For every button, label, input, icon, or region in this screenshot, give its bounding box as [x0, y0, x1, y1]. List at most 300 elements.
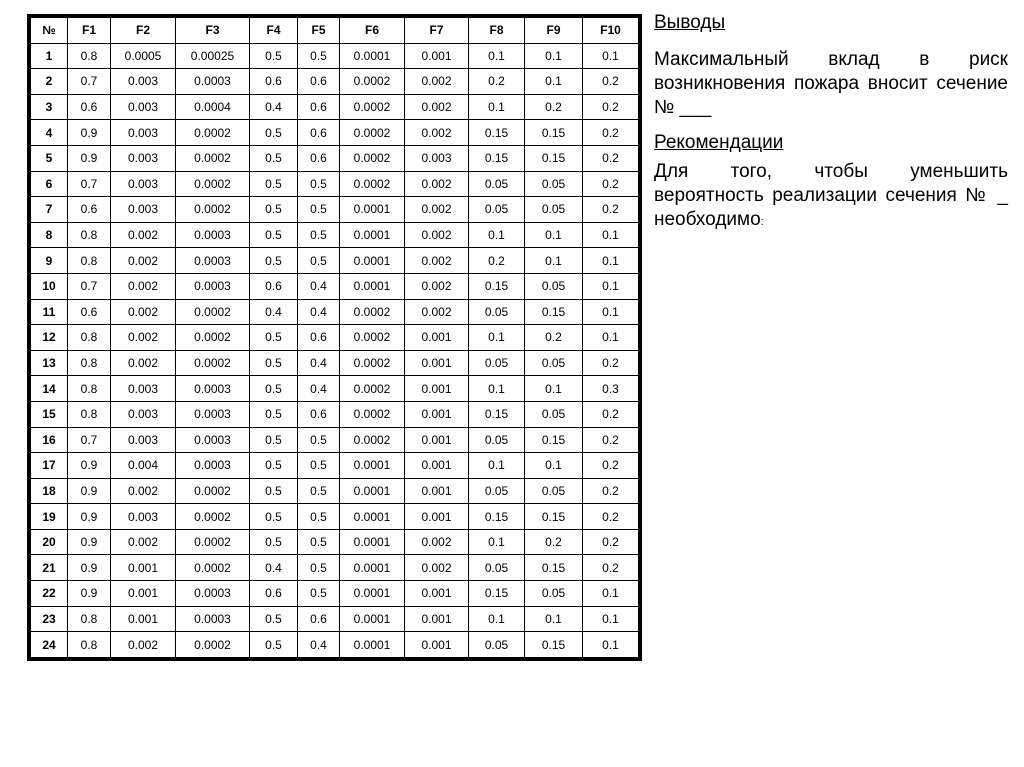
table-cell: 0.0001: [340, 453, 405, 479]
table-cell: 0.8: [68, 325, 111, 351]
table-cell: 0.002: [405, 94, 469, 120]
table-cell: 0.5: [298, 504, 340, 530]
header-cell-number: №: [31, 18, 68, 44]
table-row: [31, 376, 639, 402]
table-cell: 0.5: [298, 248, 340, 274]
row-number-cell: 20: [31, 529, 68, 555]
header-cell-f8: F8: [469, 18, 525, 44]
table-cell: 0.1: [469, 94, 525, 120]
table-cell: 0.002: [111, 529, 176, 555]
table-cell: 0.0001: [340, 273, 405, 299]
table-cell: 0.003: [111, 401, 176, 427]
table-header-row: [31, 18, 639, 44]
table-cell: 0.4: [298, 376, 340, 402]
table-row: [31, 145, 639, 171]
table-cell: 0.0002: [176, 171, 250, 197]
table-cell: 0.6: [68, 94, 111, 120]
table-cell: 0.0002: [176, 478, 250, 504]
table-cell: 0.05: [469, 299, 525, 325]
row-number-cell: 24: [31, 632, 68, 658]
table-cell: 0.4: [250, 555, 298, 581]
table-cell: 0.001: [405, 606, 469, 632]
table-cell: 0.001: [405, 504, 469, 530]
table-cell: 0.0002: [176, 632, 250, 658]
table-cell: 0.002: [111, 632, 176, 658]
table-cell: 0.9: [68, 555, 111, 581]
table-cell: 0.003: [111, 197, 176, 223]
table-cell: 0.0002: [176, 299, 250, 325]
table-cell: 0.2: [583, 120, 639, 146]
header-cell-f5: F5: [298, 18, 340, 44]
table-cell: 0.003: [111, 427, 176, 453]
table-cell: 0.002: [405, 222, 469, 248]
table-cell: 0.0001: [340, 43, 405, 69]
table-cell: 0.2: [583, 427, 639, 453]
table-cell: 0.6: [298, 606, 340, 632]
table-row: [31, 299, 639, 325]
table-cell: 0.5: [250, 606, 298, 632]
table-cell: 0.5: [250, 145, 298, 171]
table-cell: 0.15: [525, 299, 583, 325]
table-cell: 0.6: [298, 325, 340, 351]
table-cell: 0.5: [298, 555, 340, 581]
row-number-cell: 3: [31, 94, 68, 120]
table-cell: 0.15: [525, 504, 583, 530]
table-cell: 0.15: [525, 555, 583, 581]
table-cell: 0.0001: [340, 222, 405, 248]
table-cell: 0.1: [525, 376, 583, 402]
table-cell: 0.2: [525, 325, 583, 351]
table-cell: 0.002: [111, 273, 176, 299]
table-cell: 0.2: [583, 94, 639, 120]
table-cell: 0.2: [525, 529, 583, 555]
table-cell: 0.15: [525, 427, 583, 453]
table-cell: 0.001: [405, 478, 469, 504]
table-cell: 0.001: [405, 376, 469, 402]
table-cell: 0.5: [250, 171, 298, 197]
table-row: [31, 478, 639, 504]
row-number-cell: 15: [31, 401, 68, 427]
table-cell: 0.003: [111, 145, 176, 171]
table-cell: 0.1: [525, 43, 583, 69]
table-cell: 0.0001: [340, 606, 405, 632]
table-cell: 0.2: [583, 350, 639, 376]
table-cell: 0.001: [405, 427, 469, 453]
table-cell: 0.001: [405, 453, 469, 479]
table-cell: 0.5: [250, 504, 298, 530]
row-number-cell: 8: [31, 222, 68, 248]
data-table-frame: [27, 14, 642, 661]
table-cell: 0.001: [405, 43, 469, 69]
table-cell: 0.6: [250, 273, 298, 299]
table-cell: 0.2: [525, 94, 583, 120]
table-cell: 0.5: [250, 453, 298, 479]
table-cell: 0.001: [405, 581, 469, 607]
table-row: [31, 401, 639, 427]
table-cell: 0.5: [250, 478, 298, 504]
table-cell: 0.2: [583, 555, 639, 581]
table-cell: 0.0002: [176, 555, 250, 581]
table-cell: 0.8: [68, 606, 111, 632]
table-cell: 0.9: [68, 453, 111, 479]
table-cell: 0.2: [583, 197, 639, 223]
recommendations-heading: Рекомендации: [654, 132, 784, 153]
table-row: [31, 555, 639, 581]
table-cell: 0.9: [68, 478, 111, 504]
table-cell: 0.002: [405, 120, 469, 146]
table-row: [31, 248, 639, 274]
table-cell: 0.0003: [176, 581, 250, 607]
table-cell: 0.8: [68, 350, 111, 376]
table-cell: 0.6: [298, 120, 340, 146]
table-cell: 0.5: [250, 248, 298, 274]
table-cell: 0.6: [250, 581, 298, 607]
table-cell: 0.05: [469, 171, 525, 197]
table-cell: 0.5: [298, 453, 340, 479]
table-cell: 0.0002: [340, 299, 405, 325]
table-cell: 0.5: [250, 401, 298, 427]
table-cell: 0.0002: [176, 529, 250, 555]
table-cell: 0.1: [583, 248, 639, 274]
table-cell: 0.001: [111, 606, 176, 632]
table-cell: 0.002: [111, 248, 176, 274]
table-cell: 0.4: [298, 350, 340, 376]
table-cell: 0.1: [469, 376, 525, 402]
table-cell: 0.15: [469, 504, 525, 530]
table-cell: 0.05: [469, 478, 525, 504]
table-cell: 0.05: [525, 197, 583, 223]
table-row: [31, 325, 639, 351]
row-number-cell: 11: [31, 299, 68, 325]
row-number-cell: 22: [31, 581, 68, 607]
table-cell: 0.6: [298, 94, 340, 120]
table-cell: 0.0001: [340, 478, 405, 504]
row-number-cell: 4: [31, 120, 68, 146]
table-cell: 0.002: [405, 69, 469, 95]
table-cell: 0.002: [405, 299, 469, 325]
table-cell: 0.003: [111, 171, 176, 197]
table-cell: 0.5: [298, 171, 340, 197]
table-cell: 0.004: [111, 453, 176, 479]
table-cell: 0.15: [469, 273, 525, 299]
table-cell: 0.0001: [340, 197, 405, 223]
header-cell-f3: F3: [176, 18, 250, 44]
data-table: [30, 17, 639, 658]
row-number-cell: 23: [31, 606, 68, 632]
table-cell: 0.7: [68, 273, 111, 299]
table-row: [31, 69, 639, 95]
table-cell: 0.2: [583, 69, 639, 95]
table-cell: 0.1: [583, 222, 639, 248]
table-cell: 0.0002: [340, 145, 405, 171]
table-cell: 0.0002: [340, 120, 405, 146]
recommendations-paragraph: [654, 160, 1008, 234]
table-cell: 0.05: [525, 581, 583, 607]
table-cell: 0.1: [583, 299, 639, 325]
table-cell: 0.05: [469, 197, 525, 223]
table-cell: 0.001: [405, 325, 469, 351]
table-cell: 0.1: [583, 606, 639, 632]
table-cell: 0.8: [68, 401, 111, 427]
row-number-cell: 17: [31, 453, 68, 479]
table-cell: 0.05: [525, 401, 583, 427]
table-row: [31, 222, 639, 248]
header-cell-f4: F4: [250, 18, 298, 44]
table-cell: 0.5: [250, 325, 298, 351]
table-cell: 0.0005: [111, 43, 176, 69]
row-number-cell: 6: [31, 171, 68, 197]
table-cell: 0.002: [405, 197, 469, 223]
notes-panel: [654, 12, 1008, 234]
table-cell: 0.8: [68, 248, 111, 274]
table-cell: 0.0001: [340, 504, 405, 530]
table-cell: 0.1: [469, 529, 525, 555]
table-cell: 0.5: [298, 427, 340, 453]
table-row: [31, 43, 639, 69]
table-cell: 0.003: [111, 94, 176, 120]
table-cell: 0.05: [469, 555, 525, 581]
table-cell: 0.4: [298, 273, 340, 299]
table-cell: 0.0003: [176, 69, 250, 95]
table-cell: 0.5: [298, 478, 340, 504]
table-cell: 0.003: [111, 504, 176, 530]
table-cell: 0.1: [583, 632, 639, 658]
table-cell: 0.8: [68, 376, 111, 402]
table-cell: 0.0002: [340, 171, 405, 197]
table-cell: 0.002: [111, 299, 176, 325]
table-cell: 0.0003: [176, 376, 250, 402]
table-cell: 0.5: [250, 350, 298, 376]
table-cell: 0.002: [405, 171, 469, 197]
table-cell: 0.1: [525, 69, 583, 95]
table-cell: 0.001: [111, 555, 176, 581]
table-cell: 0.05: [525, 478, 583, 504]
table-cell: 0.1: [469, 606, 525, 632]
table-cell: 0.4: [250, 94, 298, 120]
table-cell: 0.6: [250, 69, 298, 95]
table-cell: 0.2: [583, 171, 639, 197]
table-cell: 0.0002: [340, 350, 405, 376]
table-body: [31, 43, 639, 657]
table-cell: 0.2: [583, 401, 639, 427]
table-cell: 0.5: [250, 427, 298, 453]
table-cell: 0.7: [68, 171, 111, 197]
table-cell: 0.003: [111, 376, 176, 402]
table-cell: 0.5: [250, 43, 298, 69]
table-row: [31, 632, 639, 658]
table-cell: 0.002: [111, 222, 176, 248]
recommendations-text: Для того, чтобы уменьшить вероятность реализации сечения № _ необходимо: [654, 161, 1008, 230]
table-row: [31, 504, 639, 530]
table-cell: 0.002: [405, 248, 469, 274]
table-cell: 0.2: [469, 248, 525, 274]
table-cell: 0.15: [469, 120, 525, 146]
table-row: [31, 606, 639, 632]
table-cell: 0.2: [469, 69, 525, 95]
table-cell: 0.0002: [340, 325, 405, 351]
table-cell: 0.5: [298, 197, 340, 223]
row-number-cell: 2: [31, 69, 68, 95]
table-cell: 0.1: [469, 43, 525, 69]
table-cell: 0.5: [298, 43, 340, 69]
row-number-cell: 5: [31, 145, 68, 171]
table-cell: 0.2: [583, 478, 639, 504]
table-row: [31, 171, 639, 197]
table-cell: 0.002: [111, 325, 176, 351]
table-cell: 0.9: [68, 581, 111, 607]
header-cell-f10: F10: [583, 18, 639, 44]
table-row: [31, 427, 639, 453]
header-cell-f1: F1: [68, 18, 111, 44]
row-number-cell: 1: [31, 43, 68, 69]
table-cell: 0.0002: [176, 325, 250, 351]
table-cell: 0.1: [525, 248, 583, 274]
table-cell: 0.0002: [176, 145, 250, 171]
table-cell: 0.8: [68, 43, 111, 69]
table-cell: 0.002: [111, 478, 176, 504]
table-cell: 0.4: [298, 632, 340, 658]
table-cell: 0.1: [583, 273, 639, 299]
table-cell: 0.15: [525, 145, 583, 171]
table-cell: 0.001: [405, 401, 469, 427]
table-cell: 0.002: [111, 350, 176, 376]
table-cell: 0.0001: [340, 555, 405, 581]
table-cell: 0.05: [469, 427, 525, 453]
table-cell: 0.0003: [176, 453, 250, 479]
table-cell: 0.1: [525, 453, 583, 479]
table-cell: 0.7: [68, 427, 111, 453]
table-cell: 0.0002: [340, 94, 405, 120]
row-number-cell: 19: [31, 504, 68, 530]
table-cell: 0.15: [525, 120, 583, 146]
table-cell: 0.15: [469, 401, 525, 427]
table-row: [31, 453, 639, 479]
table-cell: 0.0002: [340, 69, 405, 95]
table-cell: 0.2: [583, 453, 639, 479]
table-cell: 0.5: [250, 197, 298, 223]
table-cell: 0.5: [250, 120, 298, 146]
table-cell: 0.2: [583, 145, 639, 171]
header-cell-f9: F9: [525, 18, 583, 44]
header-cell-f2: F2: [111, 18, 176, 44]
table-cell: 0.1: [469, 453, 525, 479]
table-cell: 0.0003: [176, 222, 250, 248]
table-cell: 0.0001: [340, 632, 405, 658]
table-cell: 0.0002: [340, 376, 405, 402]
recommendations-colon: :: [760, 216, 764, 228]
table-cell: 0.5: [250, 222, 298, 248]
table-cell: 0.003: [111, 120, 176, 146]
table-row: [31, 581, 639, 607]
table-cell: 0.05: [525, 350, 583, 376]
table-cell: 0.6: [68, 299, 111, 325]
table-cell: 0.002: [405, 555, 469, 581]
table-row: [31, 94, 639, 120]
table-cell: 0.9: [68, 145, 111, 171]
conclusions-heading: Выводы: [654, 12, 726, 33]
table-cell: 0.05: [525, 171, 583, 197]
table-cell: 0.9: [68, 120, 111, 146]
table-cell: 0.4: [250, 299, 298, 325]
table-cell: 0.001: [111, 581, 176, 607]
table-cell: 0.2: [583, 504, 639, 530]
conclusions-text: Максимальный вклад в риск возникновения пожара вносит сечение № ___: [654, 49, 1008, 118]
table-cell: 0.0002: [176, 120, 250, 146]
table-cell: 0.9: [68, 504, 111, 530]
table-cell: 0.1: [525, 606, 583, 632]
table-cell: 0.4: [298, 299, 340, 325]
table-cell: 0.0002: [176, 504, 250, 530]
table-cell: 0.6: [298, 145, 340, 171]
table-cell: 0.0002: [340, 427, 405, 453]
table-cell: 0.6: [68, 197, 111, 223]
table-cell: 0.0001: [340, 581, 405, 607]
table-cell: 0.05: [469, 632, 525, 658]
row-number-cell: 21: [31, 555, 68, 581]
table-cell: 0.0003: [176, 606, 250, 632]
table-cell: 0.0002: [176, 350, 250, 376]
table-cell: 0.7: [68, 69, 111, 95]
row-number-cell: 16: [31, 427, 68, 453]
row-number-cell: 12: [31, 325, 68, 351]
table-cell: 0.0003: [176, 401, 250, 427]
row-number-cell: 13: [31, 350, 68, 376]
table-cell: 0.0002: [176, 197, 250, 223]
table-cell: 0.2: [583, 529, 639, 555]
table-row: [31, 350, 639, 376]
table-cell: 0.0002: [340, 401, 405, 427]
row-number-cell: 14: [31, 376, 68, 402]
row-number-cell: 10: [31, 273, 68, 299]
table-cell: 0.0001: [340, 248, 405, 274]
table-row: [31, 197, 639, 223]
table-cell: 0.6: [298, 401, 340, 427]
table-row: [31, 273, 639, 299]
table-cell: 0.1: [469, 325, 525, 351]
table-cell: 0.8: [68, 222, 111, 248]
table-cell: 0.5: [250, 529, 298, 555]
table-row: [31, 120, 639, 146]
table-cell: 0.1: [583, 325, 639, 351]
table-cell: 0.003: [111, 69, 176, 95]
table-cell: 0.15: [525, 632, 583, 658]
row-number-cell: 7: [31, 197, 68, 223]
row-number-cell: 18: [31, 478, 68, 504]
table-cell: 0.002: [405, 273, 469, 299]
table-cell: 0.1: [583, 43, 639, 69]
table-cell: 0.8: [68, 632, 111, 658]
table-cell: 0.5: [298, 529, 340, 555]
table-cell: 0.3: [583, 376, 639, 402]
table-cell: 0.0001: [340, 529, 405, 555]
row-number-cell: 9: [31, 248, 68, 274]
table-cell: 0.0003: [176, 273, 250, 299]
table-cell: 0.1: [525, 222, 583, 248]
table-cell: 0.003: [405, 145, 469, 171]
header-cell-f6: F6: [340, 18, 405, 44]
table-cell: 0.15: [469, 581, 525, 607]
table-cell: 0.9: [68, 529, 111, 555]
table-cell: 0.6: [298, 69, 340, 95]
table-cell: 0.5: [298, 222, 340, 248]
header-cell-f7: F7: [405, 18, 469, 44]
table-cell: 0.0004: [176, 94, 250, 120]
table-cell: 0.5: [250, 376, 298, 402]
table-cell: 0.1: [583, 581, 639, 607]
table-cell: 0.5: [298, 581, 340, 607]
table-cell: 0.00025: [176, 43, 250, 69]
table-cell: 0.15: [469, 145, 525, 171]
